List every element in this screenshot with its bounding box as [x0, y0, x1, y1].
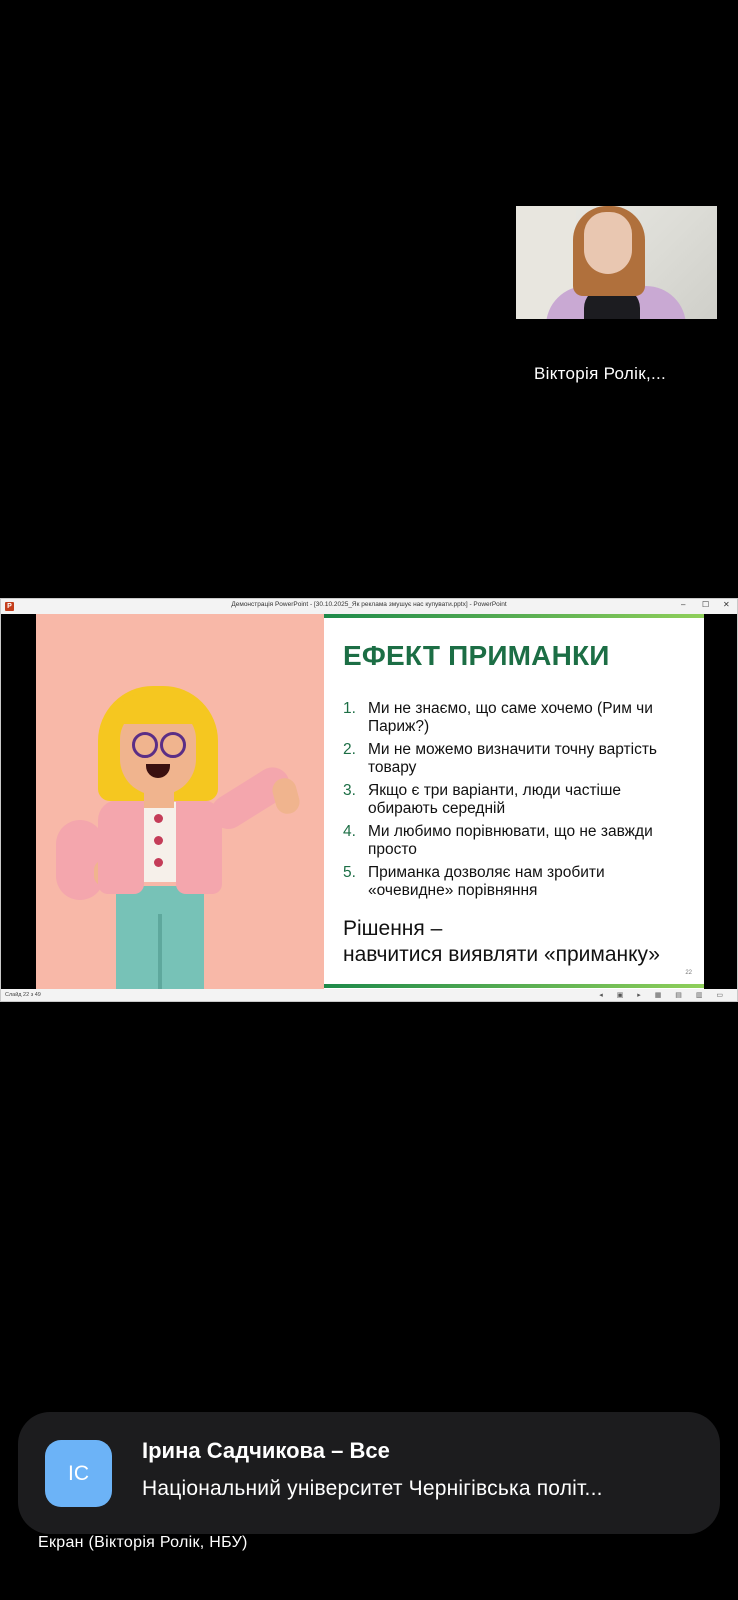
list-item [343, 864, 693, 900]
list-item [343, 782, 693, 818]
character-jacket-left [98, 800, 144, 894]
list-number: 4. [343, 823, 356, 840]
list-number: 5. [343, 864, 356, 881]
list-text: Якщо є три варіанти, люди частіше обирають середній [368, 782, 622, 817]
slide [36, 614, 704, 989]
character-pants-seam [158, 914, 162, 989]
video-person-face [584, 212, 632, 274]
list-number: 1. [343, 700, 356, 717]
slide-accent-bar-top [324, 614, 704, 618]
list-text: Ми любимо порівнювати, що не завжди просто [368, 823, 653, 858]
window-titlebar [1, 599, 737, 614]
list-number: 3. [343, 782, 356, 799]
chat-notification[interactable] [18, 1412, 720, 1534]
slide-conclusion [343, 916, 660, 968]
conclusion-line-2: навчитися виявляти «приманку» [343, 943, 660, 966]
slide-accent-bar-bottom [324, 984, 704, 988]
slide-counter: Слайд 22 з 49 [5, 992, 41, 998]
window-title: Демонстрація PowerPoint - [30.10.2025_Як реклама змушує нас купувати.pptx] - PowerPoint [231, 601, 507, 608]
list-text: Приманка дозволяє нам зробити «очевидне» порівняння [368, 864, 605, 899]
conclusion-line-1: Рішення – [343, 917, 443, 940]
powerpoint-statusbar [1, 989, 737, 1001]
list-text: Ми не знаємо, що саме хочемо (Рим чи Париж?) [368, 700, 653, 735]
character-glasses-left [132, 732, 158, 758]
character-button [154, 858, 163, 867]
maximize-icon[interactable]: ☐ [702, 600, 710, 609]
character-button [154, 814, 163, 823]
close-icon[interactable]: ✕ [723, 600, 730, 609]
notification-title: Ірина Садчикова – Все [142, 1438, 390, 1463]
shared-screen-window[interactable] [0, 598, 738, 1002]
list-item [343, 741, 693, 777]
character-right-hand [270, 776, 302, 817]
slide-heading: ЕФЕКТ ПРИМАНКИ [343, 640, 610, 671]
powerpoint-app-icon: P [5, 602, 14, 611]
character-left-arm [56, 820, 104, 900]
participant-name: Вікторія Ролік,... [534, 364, 667, 383]
character-illustration [36, 614, 324, 989]
view-controls-icon[interactable]: ◂ ▣ ▸ ▦ ▤ ▥ ▭ [599, 992, 729, 999]
list-text: Ми не можемо визначити точну вартість товару [368, 741, 657, 776]
character-glasses-right [160, 732, 186, 758]
list-number: 2. [343, 741, 356, 758]
slide-content [324, 614, 704, 989]
participant-video[interactable] [516, 206, 717, 319]
slide-area [1, 614, 737, 989]
avatar: ІС [45, 1440, 112, 1507]
character-button [154, 836, 163, 845]
slide-number: 22 [685, 970, 692, 976]
notification-body: Національний університет Чернігівська політ... [142, 1477, 603, 1500]
minimize-icon[interactable]: – [681, 600, 686, 609]
character-bangs [116, 694, 202, 724]
list-item [343, 823, 693, 859]
screen-share-caption: Екран (Вікторія Ролік, НБУ) [38, 1534, 248, 1551]
slide-list [343, 700, 693, 905]
list-item [343, 700, 693, 736]
